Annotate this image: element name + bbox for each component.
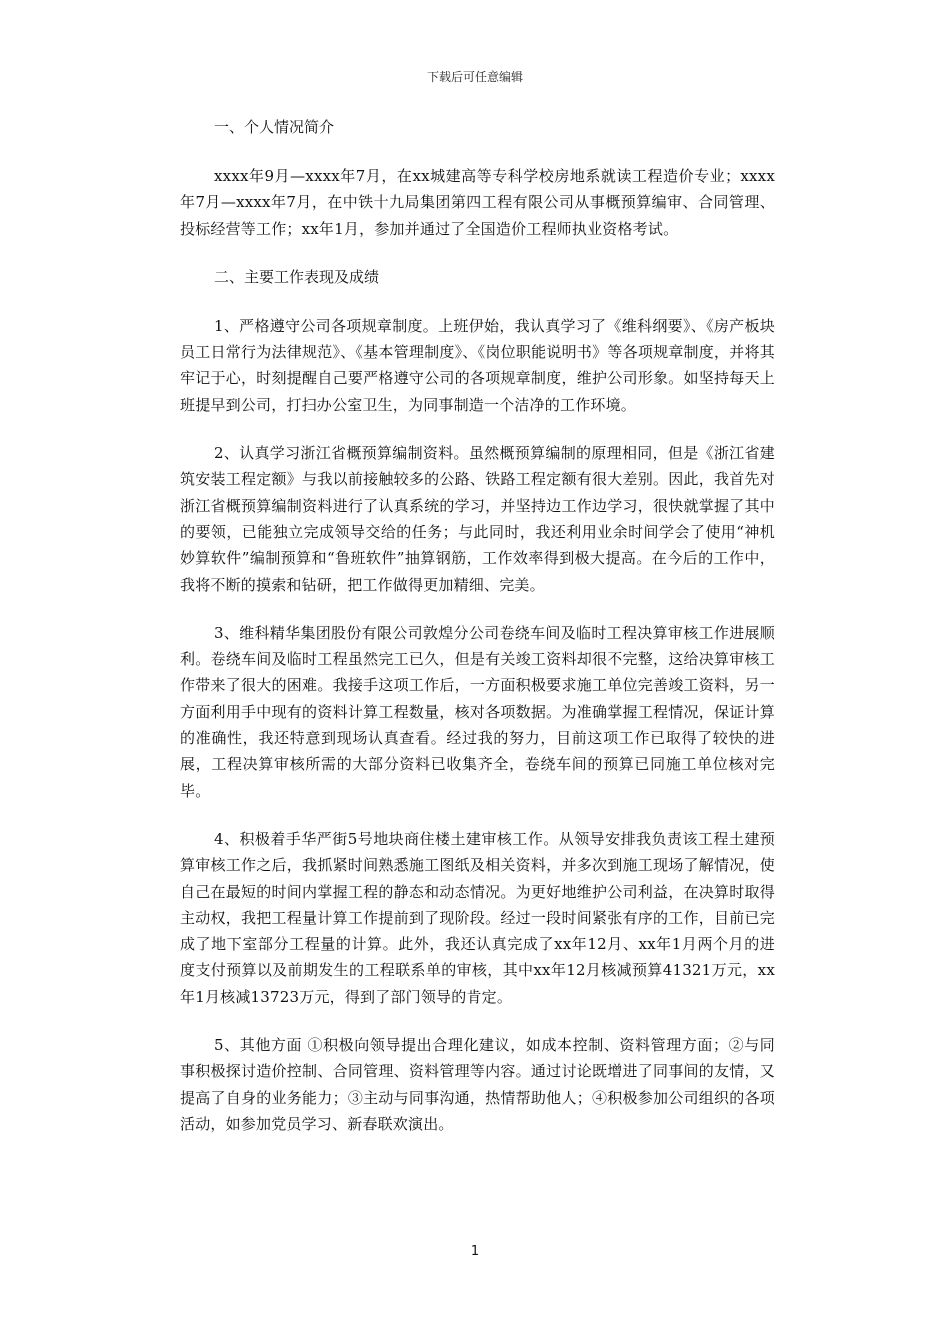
work-item-1-paragraph: 1、严格遵守公司各项规章制度。上班伊始，我认真学习了《维科纲要》、《房产板块员工日常行为法律规范》、《基本管理制度》、《岗位职能说明书》等各项规章制度，并将其牢记于心，时刻提醒自己要严格遵守公司的各项规章制度，维护公司形象。如坚持每天上班提早到公司，打扫办公室卫生，为同事制造一个洁净的工作环境。	[180, 316, 775, 414]
work-item-4-paragraph: 4、积极着手华严街5号地块商住楼土建审核工作。从领导安排我负责该工程土建预算审核工作之后，我抓紧时间熟悉施工图纸及相关资料，并多次到施工现场了解情况，使自己在最短的时间内掌握工程的静态和动态情况。为更好地维护公司利益，在决算时取得主动权，我把工程量计算工作提前到了现阶段。经过一段时间紧张有序的工作，目前已完成了地下室部分工程量的计算。此外，我还认真完成了xx年12月、xx年1月两个月的进度支付预算以及前期发生的工程联系单的审核，其中xx年12月核减预算41321万元，xx年1月核减13723万元，得到了部门领导的肯定。	[180, 829, 775, 1006]
section-heading-main-work: 二、主要工作表现及成绩	[214, 267, 380, 286]
page-number: 1	[470, 1244, 480, 1259]
work-item-3-paragraph: 3、维科精华集团股份有限公司敦煌分公司卷绕车间及临时工程决算审核工作进展顺利。卷绕车间及临时工程虽然完工已久，但是有关竣工资料却很不完整，这给决算审核工作带来了很大的困难。我接手这项工作后，一方面积极要求施工单位完善竣工资料，另一方面利用手中现有的资料计算工程数量，核对各项数据。为准确掌握工程情况，保证计算的准确性，我还特意到现场认真查看。经过我的努力，目前这项工作已取得了较快的进展，工程决算审核所需的大部分资料已收集齐全，卷绕车间的预算已同施工单位核对完毕。	[180, 623, 775, 800]
section-heading-personal-intro: 一、个人情况简介	[214, 118, 335, 136]
work-item-2-paragraph: 2、认真学习浙江省概预算编制资料。虽然概预算编制的原理相同，但是《浙江省建筑安装工程定额》与我以前接触较多的公路、铁路工程定额有很大差别。因此，我首先对浙江省概预算编制资料进行了认真系统的学习，并坚持边工作边学习，很快就掌握了其中的要领，已能独立完成领导交给的任务；与此同时，我还利用业余时间学会了使用“神机妙算软件”编制预算和“鲁班软件”抽算钢筋，工作效率得到极大提高。在今后的工作中，我将不断的摸索和钻研，把工作做得更加精细、完美。	[180, 444, 775, 594]
work-item-5-paragraph: 5、其他方面 ①积极向领导提出合理化建议，如成本控制、资料管理方面；②与同事积极探讨造价控制、合同管理、资料管理等内容。通过讨论既增进了同事间的友情，又提高了自身的业务能力；③主动与同事沟通，热情帮助他人；④积极参加公司组织的各项活动，如参加党员学习、新春联欢演出。	[180, 1036, 775, 1133]
personal-intro-paragraph: xxxx年9月—xxxx年7月，在xx城建高等专科学校房地系就读工程造价专业；xxxx年7月—xxxx年7月，在中铁十九局集团第四工程有限公司从事概预算编审、合同管理、投标经营等工作；xx年1月，参加并通过了全国造价工程师执业资格考试。	[180, 167, 775, 238]
page-header: 下载后可任意编辑	[426, 70, 523, 84]
document-body	[180, 114, 775, 1137]
